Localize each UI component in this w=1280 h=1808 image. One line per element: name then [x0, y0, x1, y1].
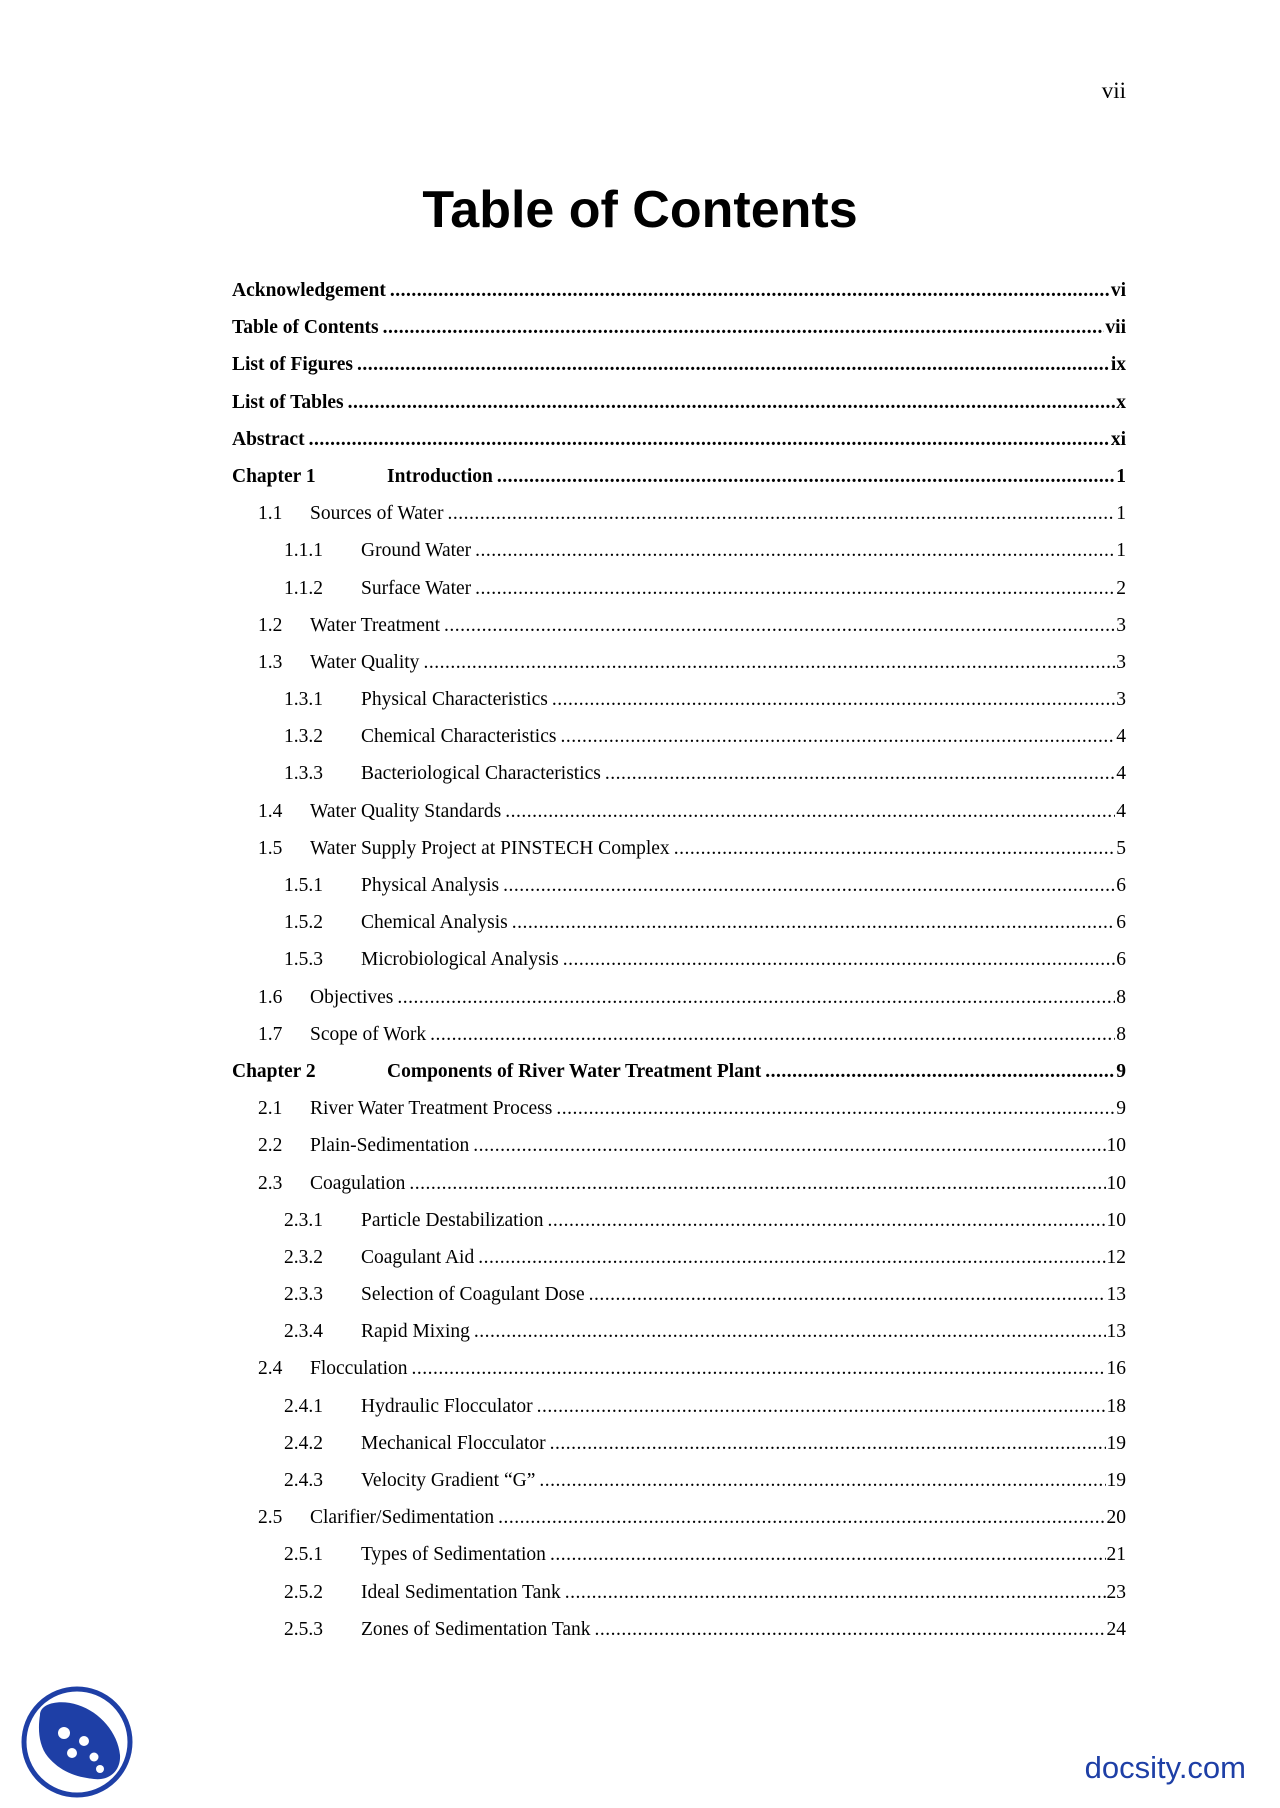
dot-leader	[556, 1090, 1115, 1127]
dot-leader	[498, 1499, 1105, 1536]
toc-entry-number: 2.3.4	[284, 1321, 323, 1343]
toc-entry[interactable]	[232, 1202, 1126, 1239]
toc-entry[interactable]	[232, 1127, 1126, 1164]
toc-entry-number: 2.3	[258, 1172, 283, 1194]
toc-entry[interactable]	[232, 272, 1126, 309]
dot-leader	[552, 681, 1115, 718]
toc-entry-label: Chemical Analysis	[361, 912, 508, 934]
toc-entry[interactable]	[232, 421, 1126, 458]
toc-entry-number: 1.1.2	[284, 577, 323, 599]
toc-entry-label: List of Tables	[232, 391, 344, 413]
toc-entry-label: Coagulant Aid	[361, 1246, 475, 1268]
dot-leader	[550, 1425, 1106, 1462]
toc-entry-page: 8	[1116, 986, 1126, 1008]
toc-entry[interactable]	[232, 1536, 1126, 1573]
toc-entry-page: 5	[1116, 837, 1126, 859]
toc-entry[interactable]	[232, 941, 1126, 978]
dot-leader	[547, 1202, 1105, 1239]
toc-entry-page: ix	[1110, 354, 1126, 376]
toc-entry-label: Plain-Sedimentation	[310, 1135, 470, 1157]
toc-entry[interactable]	[232, 867, 1126, 904]
toc-entry-number: 1.7	[258, 1023, 283, 1045]
docsity-brand-link[interactable]: docsity.com	[1084, 1750, 1246, 1785]
toc-entry[interactable]	[232, 1350, 1126, 1387]
toc-entry[interactable]	[232, 755, 1126, 792]
dot-leader	[539, 1462, 1105, 1499]
toc-entry-label: Surface Water	[361, 577, 472, 599]
toc-entry-page: 21	[1106, 1544, 1126, 1566]
toc-entry-label: Chemical Characteristics	[361, 726, 557, 748]
toc-entry-page: 23	[1106, 1581, 1126, 1603]
toc-entry-label: River Water Treatment Process	[310, 1098, 553, 1120]
toc-entry[interactable]	[232, 1090, 1126, 1127]
toc-entry-label: Scope of Work	[310, 1023, 427, 1045]
toc-entry-label: Water Treatment	[310, 614, 441, 636]
toc-entry-page: 9	[1116, 1098, 1126, 1120]
dot-leader	[497, 458, 1115, 495]
dot-leader	[563, 941, 1116, 978]
toc-entry-number: 1.3	[258, 651, 283, 673]
page-number: vii	[1101, 78, 1126, 103]
docsity-logo-icon[interactable]	[20, 1685, 134, 1799]
toc-entry[interactable]	[232, 570, 1126, 607]
toc-entry-page: vii	[1105, 317, 1126, 339]
toc-entry-label: Bacteriological Characteristics	[361, 763, 601, 785]
dot-leader	[411, 1350, 1105, 1387]
dot-leader	[473, 1127, 1105, 1164]
table-of-contents	[232, 272, 1126, 1648]
dot-leader	[595, 1611, 1106, 1648]
toc-entry-page: 13	[1106, 1321, 1126, 1343]
toc-entry-page: 10	[1106, 1209, 1126, 1231]
toc-entry[interactable]	[232, 495, 1126, 532]
toc-entry-label: Water Quality	[310, 651, 420, 673]
toc-entry-page: xi	[1110, 428, 1126, 450]
toc-entry-page: 1	[1116, 503, 1126, 525]
toc-entry-number: 1.1	[258, 503, 283, 525]
toc-entry[interactable]	[232, 979, 1126, 1016]
toc-entry-number: 2.4	[258, 1358, 283, 1380]
dot-leader	[475, 570, 1115, 607]
toc-entry-number: 2.5	[258, 1507, 283, 1529]
toc-entry-label: Physical Analysis	[361, 875, 500, 896]
toc-entry-number: 1.6	[258, 986, 283, 1008]
toc-entry-page: 10	[1106, 1172, 1126, 1194]
toc-entry-label: Microbiological Analysis	[361, 949, 559, 971]
toc-entry-number: 2.5.3	[284, 1618, 323, 1640]
toc-entry-page: 16	[1106, 1358, 1126, 1380]
toc-entry-page: 6	[1116, 949, 1126, 971]
dot-leader	[765, 1053, 1115, 1090]
toc-entry[interactable]	[232, 1462, 1126, 1499]
toc-entry-number: 2.5.2	[284, 1581, 323, 1603]
toc-entry[interactable]	[232, 793, 1126, 830]
toc-entry-page: 6	[1116, 875, 1126, 896]
toc-entry-number: 1.2	[258, 614, 283, 636]
toc-entry-page: 18	[1106, 1395, 1126, 1417]
dot-leader	[390, 272, 1110, 309]
toc-entry-page: 9	[1116, 1060, 1126, 1082]
toc-entry-number: 2.4.2	[284, 1432, 323, 1454]
toc-entry[interactable]	[232, 1239, 1126, 1276]
toc-entry-label: Mechanical Flocculator	[361, 1432, 546, 1454]
toc-entry-number: 2.3.3	[284, 1284, 323, 1306]
toc-entry-page: 20	[1106, 1507, 1126, 1529]
toc-entry-page: x	[1116, 391, 1126, 413]
toc-entry-page: 10	[1106, 1135, 1126, 1157]
dot-leader	[423, 644, 1115, 681]
toc-entry-number: 1.4	[258, 800, 283, 822]
toc-entry-label: Table of Contents	[232, 317, 379, 339]
toc-entry-label: Acknowledgement	[232, 280, 386, 301]
toc-entry-label: Hydraulic Flocculator	[361, 1395, 533, 1417]
dot-leader	[475, 532, 1115, 569]
toc-entry[interactable]	[232, 904, 1126, 941]
toc-entry[interactable]	[232, 1388, 1126, 1425]
toc-entry[interactable]	[232, 681, 1126, 718]
toc-entry-number: 1.5	[258, 837, 283, 859]
toc-entry-page: vi	[1110, 280, 1126, 301]
toc-entry-page: 13	[1106, 1284, 1126, 1306]
toc-entry[interactable]	[232, 1499, 1126, 1536]
toc-entry-number: 2.4.1	[284, 1395, 323, 1417]
dot-leader	[550, 1536, 1106, 1573]
dot-leader	[309, 421, 1110, 458]
toc-entry[interactable]	[232, 384, 1126, 421]
toc-entry-number: Chapter 1	[232, 465, 316, 487]
toc-entry-page: 1	[1116, 540, 1126, 562]
dot-leader	[512, 904, 1115, 941]
dot-leader	[348, 384, 1116, 421]
toc-entry-page: 4	[1116, 726, 1126, 748]
toc-entry-label: Ideal Sedimentation Tank	[361, 1581, 561, 1603]
toc-entry[interactable]	[232, 309, 1126, 346]
dot-leader	[357, 346, 1110, 383]
toc-entry-page: 3	[1116, 614, 1126, 636]
dot-leader	[537, 1388, 1106, 1425]
toc-entry-page: 3	[1116, 651, 1126, 673]
toc-entry-number: 2.5.1	[284, 1544, 323, 1566]
toc-entry-page: 8	[1116, 1023, 1126, 1045]
toc-entry-label: Physical Characteristics	[361, 689, 548, 711]
toc-entry-label: Components of River Water Treatment Plant	[387, 1060, 762, 1082]
toc-entry[interactable]	[232, 1425, 1126, 1462]
toc-entry-number: 1.1.1	[284, 540, 323, 562]
toc-entry-label: Flocculation	[310, 1358, 408, 1380]
dot-leader	[505, 793, 1115, 830]
toc-entry-label: Sources of Water	[310, 503, 444, 525]
toc-entry-label: Types of Sedimentation	[361, 1544, 546, 1566]
toc-entry-number: 1.3.2	[284, 726, 323, 748]
toc-entry-label: Water Quality Standards	[310, 800, 502, 822]
toc-entry-page: 6	[1116, 912, 1126, 934]
toc-entry[interactable]	[232, 458, 1126, 495]
toc-entry-label: Selection of Coagulant Dose	[361, 1284, 585, 1306]
toc-entry-label: Velocity Gradient “G”	[361, 1470, 536, 1491]
toc-entry-label: Coagulation	[310, 1172, 406, 1194]
dot-leader	[430, 1016, 1115, 1053]
dot-leader	[444, 607, 1115, 644]
toc-entry-number: 1.3.3	[284, 763, 323, 785]
toc-entry-number: Chapter 2	[232, 1060, 316, 1082]
toc-entry[interactable]	[232, 532, 1126, 569]
page-title: Table of Contents	[422, 181, 858, 239]
toc-entry-label: Objectives	[310, 986, 394, 1008]
toc-entry-label: Rapid Mixing	[361, 1321, 470, 1343]
toc-entry-number: 2.2	[258, 1135, 283, 1157]
toc-entry-label: List of Figures	[232, 354, 353, 376]
toc-entry-number: 2.3.1	[284, 1209, 323, 1231]
toc-entry-label: Abstract	[232, 428, 305, 450]
toc-entry[interactable]	[232, 830, 1126, 867]
toc-entry-page: 19	[1106, 1432, 1126, 1454]
toc-entry-page: 4	[1116, 800, 1126, 822]
toc-entry[interactable]	[232, 1053, 1126, 1090]
toc-entry-number: 2.1	[258, 1098, 283, 1120]
dot-leader	[674, 830, 1116, 867]
dot-leader	[397, 979, 1115, 1016]
dot-leader	[565, 1574, 1106, 1611]
dot-leader	[503, 867, 1115, 904]
toc-entry[interactable]	[232, 346, 1126, 383]
toc-entry-number: 2.3.2	[284, 1246, 323, 1268]
toc-entry-page: 2	[1116, 577, 1126, 599]
toc-entry[interactable]	[232, 644, 1126, 681]
toc-entry[interactable]	[232, 1313, 1126, 1350]
dot-leader	[589, 1276, 1106, 1313]
dot-leader	[605, 755, 1115, 792]
toc-entry-label: Water Supply Project at PINSTECH Complex	[310, 837, 670, 859]
toc-entry[interactable]	[232, 1276, 1126, 1313]
toc-entry-number: 1.5.1	[284, 875, 323, 896]
toc-entry[interactable]	[232, 607, 1126, 644]
toc-entry[interactable]	[232, 1611, 1126, 1648]
dot-leader	[409, 1165, 1105, 1202]
toc-entry-page: 4	[1116, 763, 1126, 785]
toc-entry[interactable]	[232, 1165, 1126, 1202]
toc-entry[interactable]	[232, 718, 1126, 755]
dot-leader	[478, 1239, 1105, 1276]
toc-entry-label: Zones of Sedimentation Tank	[361, 1618, 591, 1640]
toc-entry-page: 19	[1106, 1470, 1126, 1491]
toc-entry[interactable]	[232, 1016, 1126, 1053]
toc-entry-label: Particle Destabilization	[361, 1209, 544, 1231]
toc-entry-page: 1	[1116, 465, 1126, 487]
toc-entry-label: Ground Water	[361, 540, 472, 562]
toc-entry-number: 1.3.1	[284, 689, 323, 711]
dot-leader	[447, 495, 1115, 532]
toc-entry-page: 3	[1116, 689, 1126, 711]
dot-leader	[560, 718, 1115, 755]
toc-entry-page: 24	[1106, 1618, 1126, 1640]
toc-entry-label: Clarifier/Sedimentation	[310, 1507, 495, 1529]
toc-entry-number: 2.4.3	[284, 1470, 323, 1491]
dot-leader	[383, 309, 1105, 346]
toc-entry[interactable]	[232, 1574, 1126, 1611]
toc-entry-number: 1.5.2	[284, 912, 323, 934]
toc-entry-page: 12	[1106, 1246, 1126, 1268]
toc-entry-label: Introduction	[387, 465, 493, 487]
toc-entry-number: 1.5.3	[284, 949, 323, 971]
dot-leader	[474, 1313, 1106, 1350]
